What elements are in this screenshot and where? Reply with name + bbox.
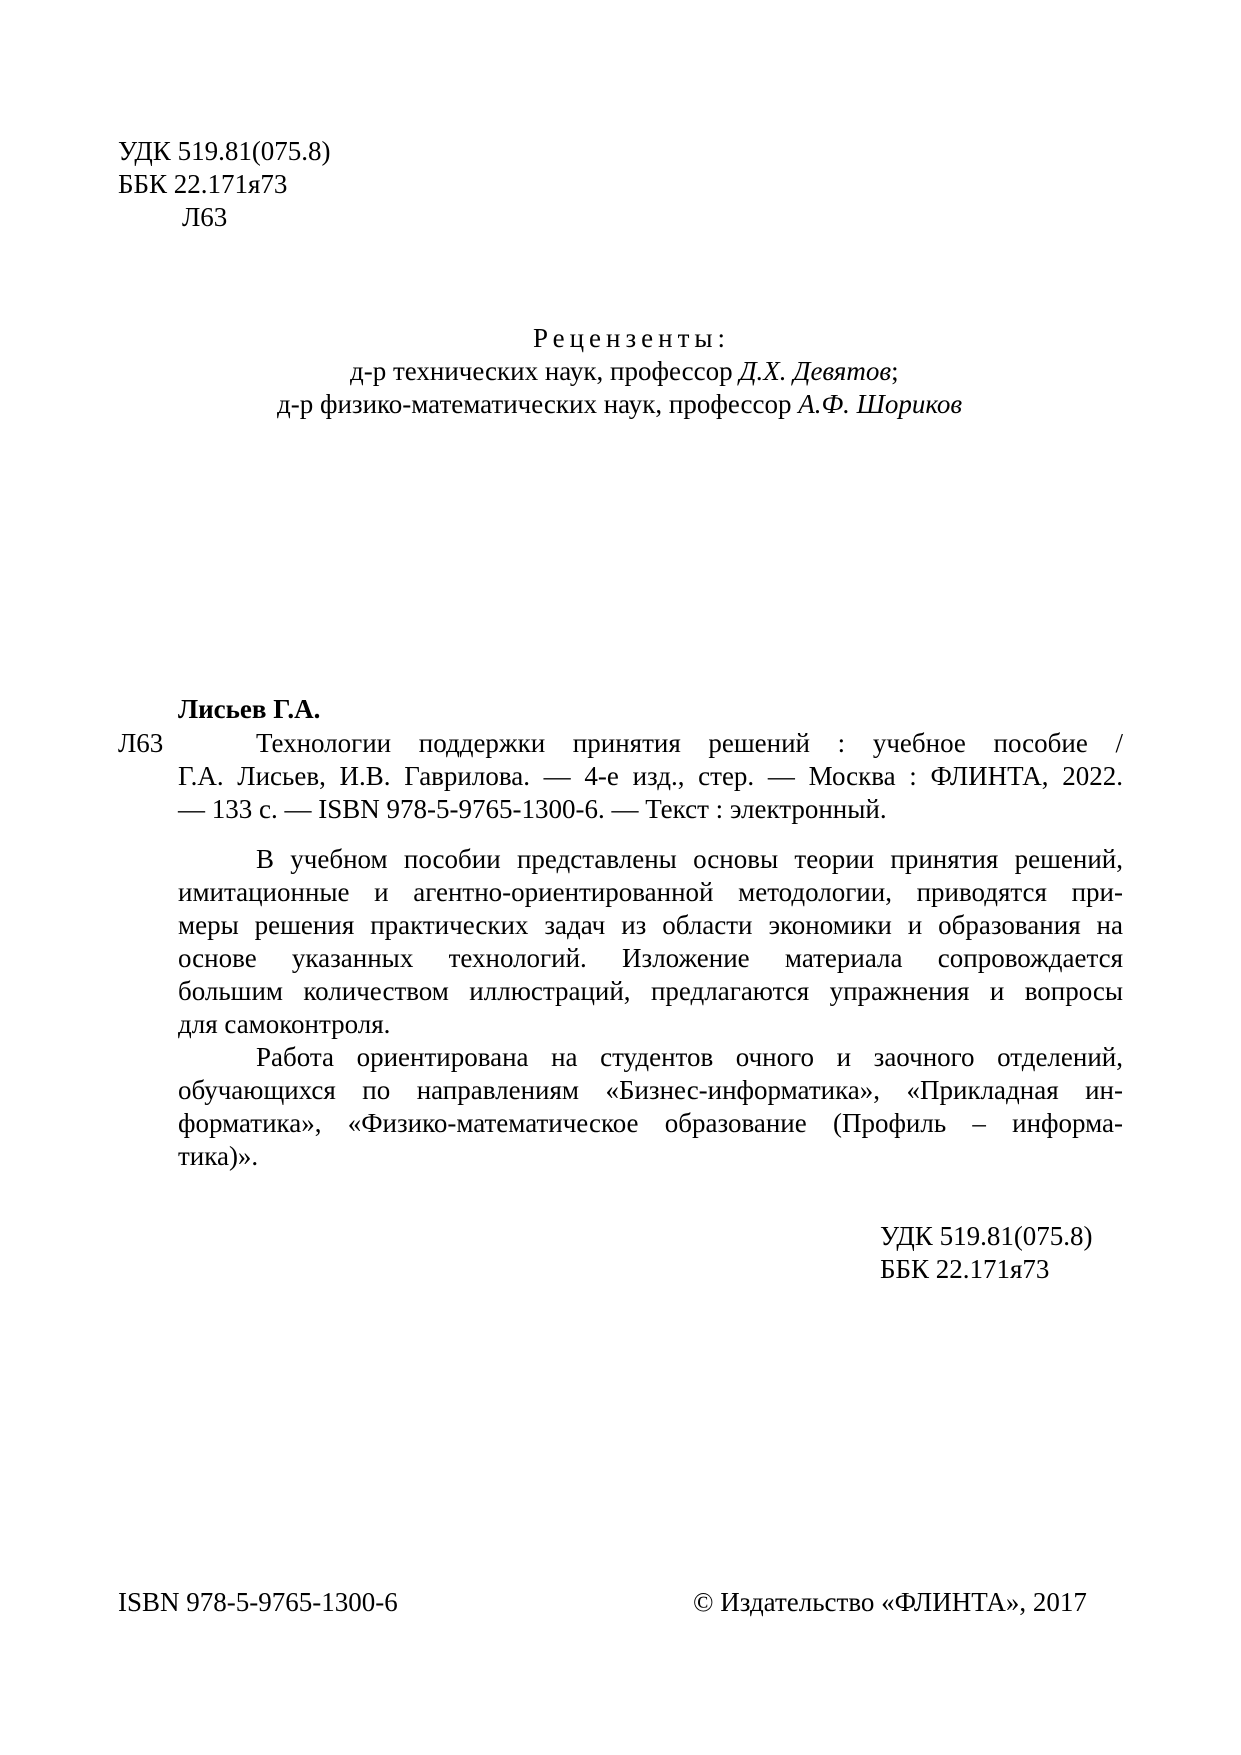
book-author: Лисьев Г.А. (178, 694, 321, 724)
reviewer-1 (350, 355, 899, 388)
reviewer-2-name: А.Ф. Шориков (798, 389, 963, 419)
annotation-line: В учебном пособии представлены основы теории принятия решений, (256, 844, 1123, 874)
annotation-line: меры решения практических задач из области экономики и образования на (178, 910, 1123, 940)
bbk-bottom: ББК 22.171я73 (880, 1254, 1050, 1284)
reviewers-heading: Рецензенты: (532, 323, 731, 353)
annotation-paragraph-1 (178, 843, 1123, 1041)
reviewer-1-suffix: ; (891, 356, 899, 386)
bib-line-2: Г.А. Лисьев, И.В. Гаврилова. — 4-е изд., стер. — Москва : ФЛИНТА, 2022. (178, 761, 1123, 791)
reviewer-1-title: д-р технических наук, профессор (350, 356, 740, 386)
copyright: © Издательство «ФЛИНТА», 2017 (693, 1587, 1087, 1617)
annotation-line: обучающихся по направлениям «Бизнес-информатика», «Прикладная ин- (178, 1075, 1123, 1105)
annotation-line: форматика», «Физико-математическое образование (Профиль – информа- (178, 1108, 1123, 1138)
annotation-line: большим количеством иллюстраций, предлагаются упражнения и вопросы (178, 976, 1123, 1006)
author-mark: Л63 (118, 728, 164, 758)
annotation-line: основе указанных технологий. Изложение материала сопровождается (178, 943, 1123, 973)
reviewer-2 (277, 388, 962, 421)
bbk-top: ББК 22.171я73 (118, 169, 288, 199)
annotation-line: имитационные и агентно-ориентированной методологии, приводятся при- (178, 877, 1123, 907)
udk-bottom: УДК 519.81(075.8) (880, 1221, 1093, 1251)
bibliographic-record (178, 727, 1123, 826)
annotation-line: тика)». (178, 1141, 259, 1171)
bib-line-3: — 133 с. — ISBN 978-5-9765-1300-6. — Текст : электронный. (178, 794, 887, 824)
udk-top: УДК 519.81(075.8) (118, 136, 331, 166)
annotation-line: Работа ориентирована на студентов очного и заочного отделений, (256, 1042, 1123, 1072)
reviewer-2-title: д-р физико-математических наук, профессор (277, 389, 799, 419)
annotation-line: для самоконтроля. (178, 1009, 391, 1039)
annotation-paragraph-2 (178, 1041, 1123, 1173)
reviewer-1-name: Д.Х. Девятов (739, 356, 892, 386)
isbn: ISBN 978-5-9765-1300-6 (118, 1587, 398, 1617)
author-mark-top: Л63 (182, 202, 228, 232)
bib-line-1: Технологии поддержки принятия решений : учебное пособие / (256, 728, 1123, 758)
